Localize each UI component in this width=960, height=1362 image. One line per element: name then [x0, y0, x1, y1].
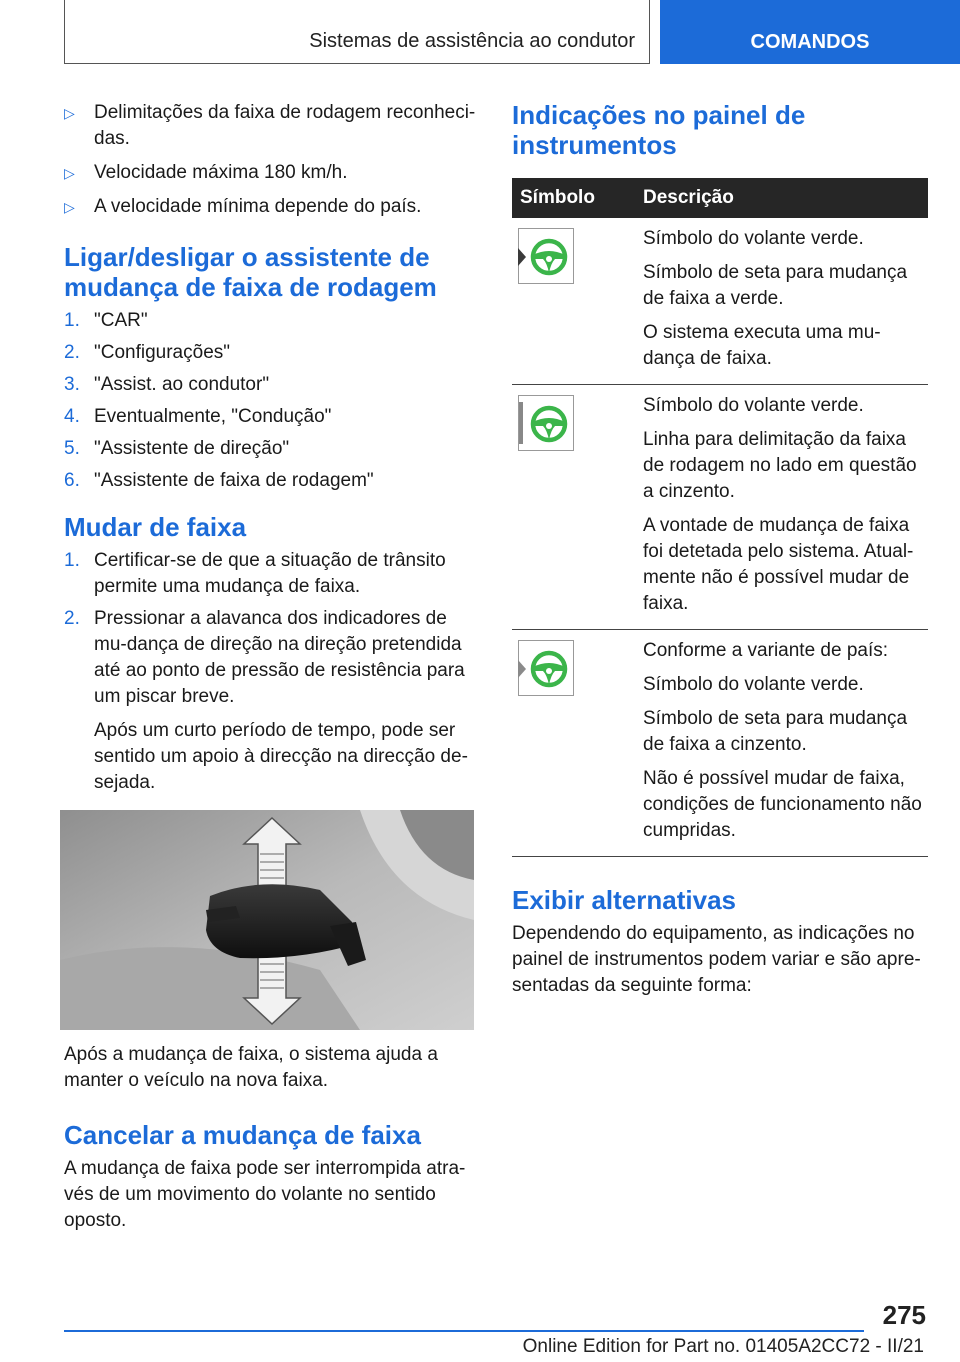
step-item: 1. Certificar-se de que a situação de trânsito permite uma mudança de faixa.: [64, 550, 446, 597]
table-row: Símbolo do volante verde. Linha para delimitação da faixa de rodagem no lado em questão a cinzento. A vontade de mudança de faixa foi detetada pelo sistema. Atual‐mente não é possível mudar de faixa.: [512, 385, 928, 630]
steering-wheel-icon: [519, 229, 575, 285]
heading-toggle-assistant: Ligar/desligar o assistente de mudança de faixa de rodagem: [64, 242, 437, 302]
cancel-paragraph: A mudança de faixa pode ser interrompida atra‐vés de um movimento do volante no sentido oposto.: [64, 1158, 466, 1231]
list-item: ▷ A velocidade mínima depende do país.: [64, 194, 478, 220]
steering-wheel-icon: [519, 641, 575, 697]
grey-arrow-icon: [518, 660, 526, 678]
column-header-symbol: Símbolo: [512, 178, 635, 218]
heading-change-lane: Mudar de faixa: [64, 512, 247, 542]
turn-signal-lever-image: [60, 810, 474, 1030]
step-item: 6. "Assistente de faixa de rodagem": [64, 470, 374, 491]
footer-divider: [64, 1330, 864, 1332]
heading-alternatives: Exibir alternativas: [512, 885, 736, 915]
page-number: 275: [882, 1300, 926, 1330]
step-item: 2. "Configurações": [64, 342, 231, 363]
step-note: Após um curto período de tempo, pode ser sentido um apoio à direcção na direcção de‐sejada.: [94, 720, 468, 793]
right-column: [512, 100, 928, 999]
steering-wheel-grey-arrow-icon: [518, 640, 574, 696]
triangle-bullet-icon: ▷: [64, 105, 75, 121]
step-item: 2. Pressionar a alavanca dos indicadores de mu‐dança de direção na direção pretendida até ao ponto de pressão de resistência para um piscar breve. Após um curto período de tempo, pode ser sentido um apoio à direcção na direcção de‐sejada.: [64, 606, 478, 796]
steering-wheel-icon: [519, 396, 575, 452]
heading-instrument-indications: Indicações no painel de instrumentos: [512, 100, 806, 160]
conditions-list: [64, 100, 478, 220]
steering-wheel-lane-line-icon: [518, 395, 574, 451]
edition-text: Online Edition for Part no. 01405A2CC72 - II/21: [522, 1336, 924, 1357]
chapter-tab-label: COMANDOS: [750, 31, 870, 53]
step-item: 1. "CAR": [64, 310, 148, 331]
steering-wheel-lane-change-icon: [518, 228, 574, 284]
triangle-bullet-icon: ▷: [64, 165, 75, 181]
step-item: 4. Eventualmente, "Condução": [64, 406, 332, 427]
step-item: 3. "Assist. ao condutor": [64, 374, 270, 395]
alternatives-paragraph: Dependendo do equipamento, as indicações no painel de instrumentos podem variar e são apre‐sentadas da seguinte forma:: [512, 923, 921, 996]
chapter-tab[interactable]: [660, 0, 960, 64]
toggle-steps-list: [64, 308, 478, 494]
section-title: Sistemas de assistência ao condutor: [309, 30, 635, 52]
table-row: Símbolo do volante verde. Símbolo de seta para mudança de faixa a verde. O sistema executa uma mu‐dança de faixa.: [512, 218, 928, 385]
lane-arrow-icon: [518, 248, 526, 266]
triangle-bullet-icon: ▷: [64, 199, 75, 215]
list-item: ▷ Delimitações da faixa de rodagem reconheci‐das.: [64, 102, 476, 149]
change-lane-steps-list: [64, 548, 478, 796]
header-section-box: [64, 0, 650, 64]
list-item: ▷ Velocidade máxima 180 km/h.: [64, 160, 478, 186]
step-item: 5. "Assistente de direção": [64, 438, 290, 459]
table-row: Conforme a variante de país: Símbolo do volante verde. Símbolo de seta para mudança de faixa a cinzento. Não é possível mudar de faixa, condições de funcionamento não cumpridas.: [512, 630, 928, 857]
left-column: [64, 100, 478, 1234]
lane-line-icon: [519, 402, 523, 444]
after-change-paragraph: Após a mudança de faixa, o sistema ajuda a manter o veículo na nova faixa.: [64, 1044, 438, 1091]
column-header-description: Descrição: [635, 178, 928, 218]
symbols-table: [512, 178, 928, 857]
table-header-row: [512, 178, 928, 218]
heading-cancel-change: Cancelar a mudança de faixa: [64, 1120, 421, 1150]
